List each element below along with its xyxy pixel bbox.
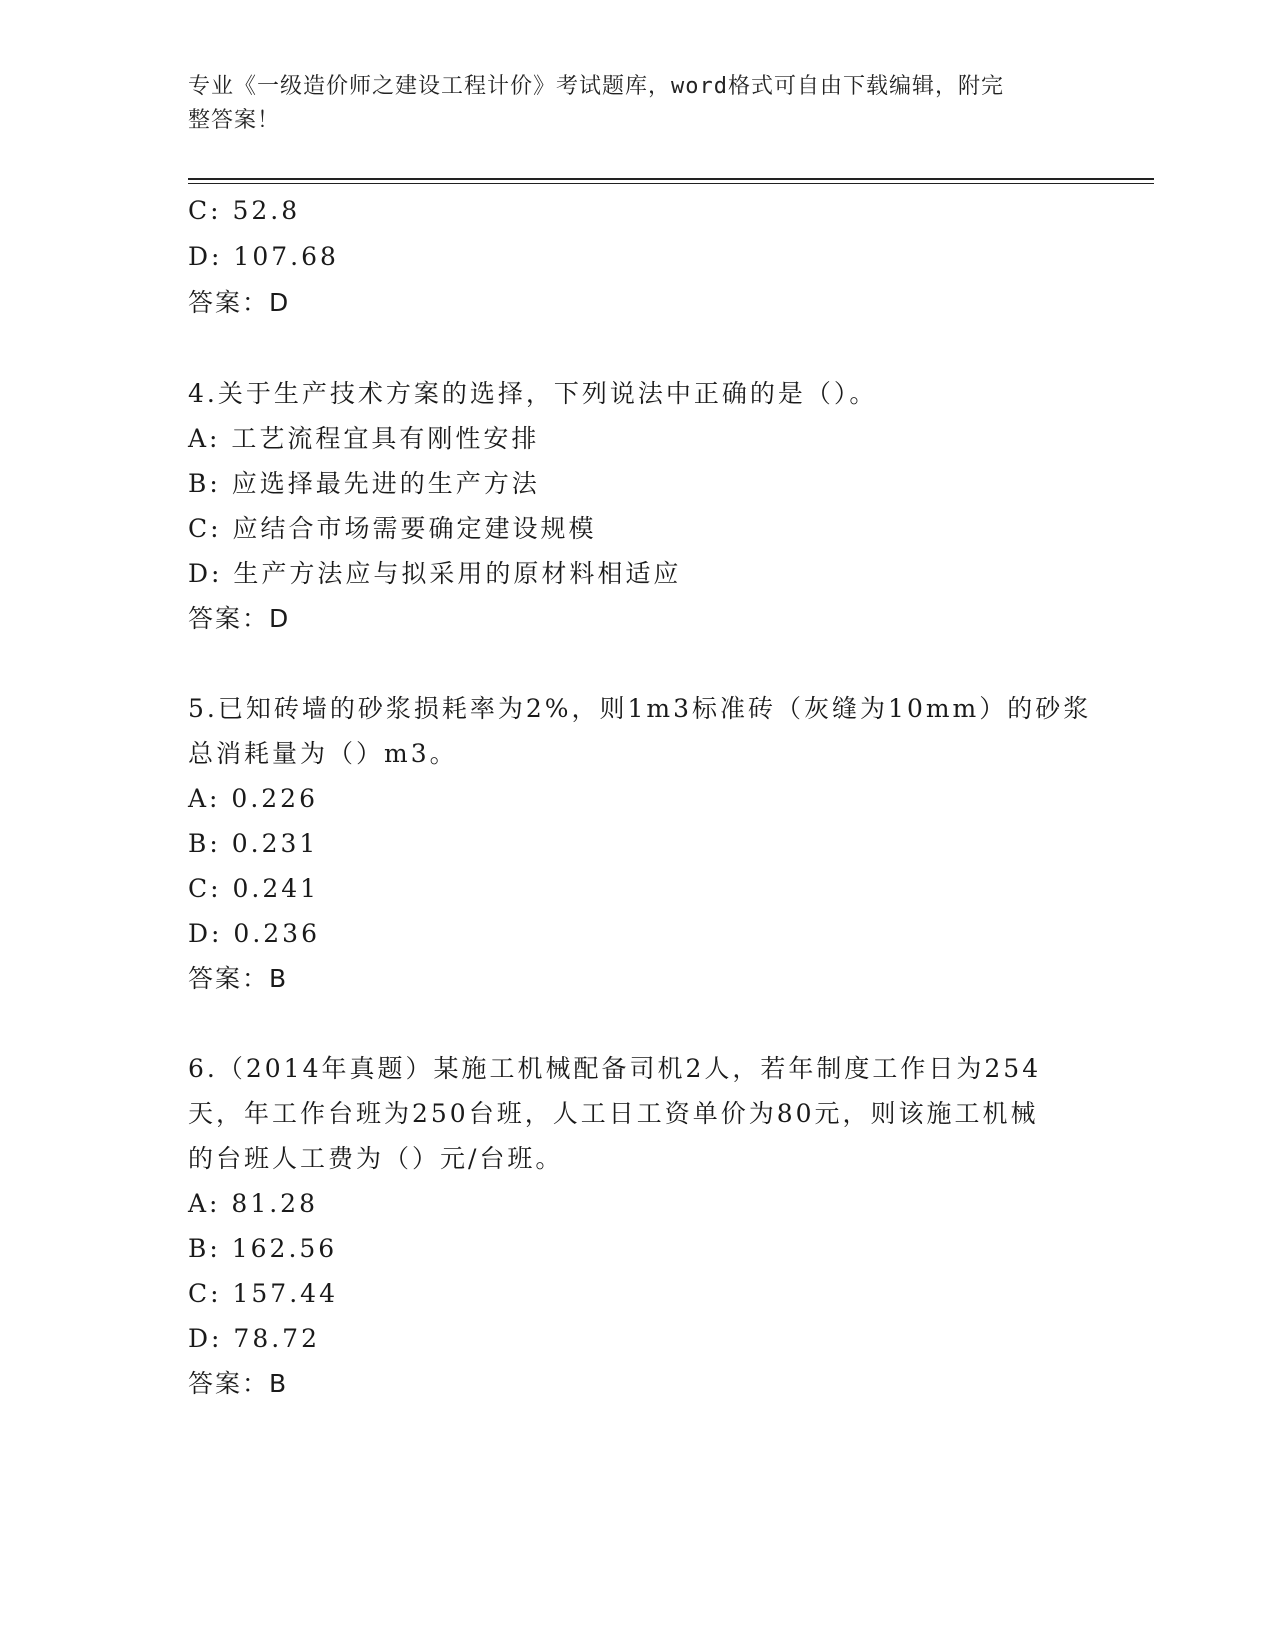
option-b: B: 0.231 <box>188 829 319 858</box>
question-4 <box>188 371 1088 641</box>
spacer <box>188 326 1088 371</box>
question-list <box>188 188 1092 1406</box>
question-stem-line-3: 的台班人工费为（）元/台班。 <box>188 1144 564 1173</box>
option-c: C: 157.44 <box>188 1279 338 1308</box>
option-d: D: 107.68 <box>188 242 339 271</box>
answer-line: 答案：B <box>188 964 289 993</box>
question-5 <box>188 686 1092 1001</box>
spacer <box>188 1001 1088 1046</box>
question-stem-line-1: 6.（2014年真题）某施工机械配备司机2人，若年制度工作日为254 <box>188 1054 1042 1083</box>
option-c: C: 应结合市场需要确定建设规模 <box>188 514 597 543</box>
header-line-2: 整答案！ <box>188 108 281 133</box>
question-stem-line-2: 总消耗量为（）m3。 <box>188 739 458 768</box>
question-6 <box>188 1046 1088 1406</box>
header-rule-thin <box>188 183 1154 184</box>
question-stem-line-2: 天，年工作台班为250台班，人工日工资单价为80元，则该施工机械 <box>188 1099 1039 1128</box>
question-3 <box>188 188 1088 326</box>
option-c: C: 0.241 <box>188 874 320 903</box>
option-b: B: 应选择最先进的生产方法 <box>188 469 540 498</box>
header-line-1: 专业《一级造价师之建设工程计价》考试题库，word格式可自由下载编辑，附完 <box>188 74 1004 99</box>
document-header <box>188 70 1068 138</box>
spacer <box>188 641 1088 686</box>
option-b: B: 162.56 <box>188 1234 338 1263</box>
option-d: D: 0.236 <box>188 919 320 948</box>
question-stem: 4.关于生产技术方案的选择，下列说法中正确的是（）。 <box>188 379 878 408</box>
answer-line: 答案：B <box>188 1369 289 1398</box>
option-a: A: 0.226 <box>188 784 318 813</box>
option-d: D: 生产方法应与拟采用的原材料相适应 <box>188 559 682 588</box>
answer-line: 答案：D <box>188 604 291 633</box>
option-a: A: 工艺流程宜具有刚性安排 <box>188 424 540 453</box>
question-stem-line-1: 5.已知砖墙的砂浆损耗率为2%，则1m3标准砖（灰缝为10mm）的砂浆 <box>188 694 1092 723</box>
option-c: C: 52.8 <box>188 196 301 225</box>
answer-line: 答案：D <box>188 288 291 317</box>
option-d: D: 78.72 <box>188 1324 320 1353</box>
header-rule-thick <box>188 178 1154 180</box>
option-a: A: 81.28 <box>188 1189 318 1218</box>
